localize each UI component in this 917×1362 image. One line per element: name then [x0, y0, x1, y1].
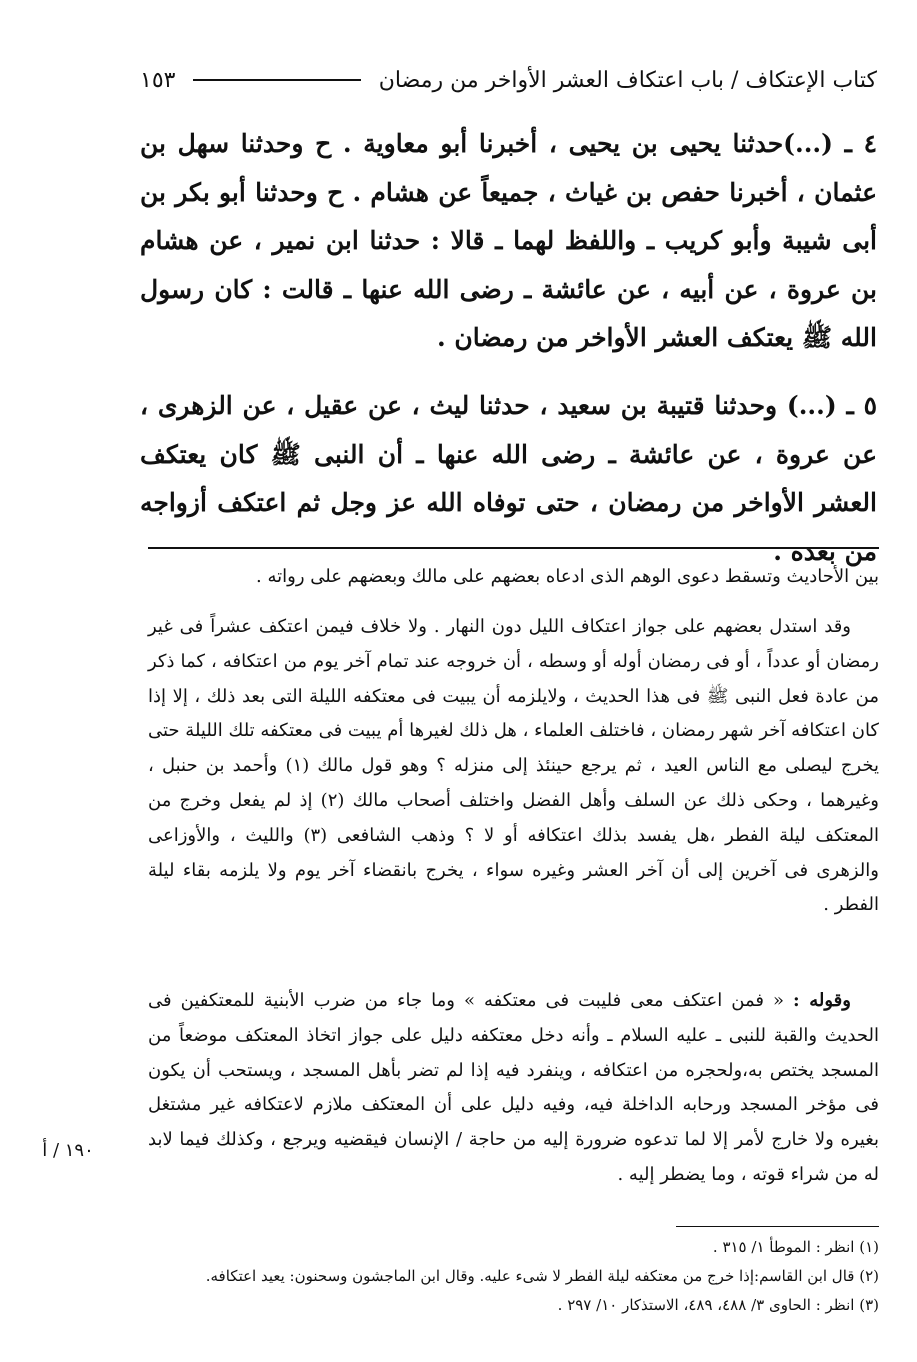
- commentary-paragraph-3-text: « فمن اعتكف معى فليبت فى معتكفه » وما جاء من ضرب الأبنية للمعتكفين فى الحديث والقبة للنبى ـ عليه السلام ـ وأنه دخل معتكفه دليل على جواز اتخاذ المعتكف موضعاً من المسجد يختص به،ولحجره من اعتكافه ، وينفرد فيه إذا لم تضر بأهل المسجد ، ويستحب أن يكون فى مؤخر المسجد ورحابه الداخلة فيه، وفيه دليل على أن المعتكف ملازم لاعتكافه غير مشتغل بغيره ولا خارج لأمر إلا لما تدعوه ضرورة إليه من حاجة / الإنسان فيقضيه ويرجع ، وكذلك فيما لابد له من شراء قوته ، وما يضطر إليه .: [148, 990, 879, 1185]
- chapter-title: كتاب الإعتكاف / باب اعتكاف العشر الأواخر من رمضان: [378, 67, 877, 93]
- hadith-5: ٥ ـ (...) وحدثنا قتيبة بن سعيد ، حدثنا ليث ، عن عقيل ، عن الزهرى ، عن عروة ، عن عائشة ـ رضى الله عنها ـ أن النبى ﷺ كان يعتكف العشر الأواخر من رمضان ، حتى توفاه الله عز وجل ثم اعتكف أزواجه من بعده .: [140, 391, 877, 566]
- footnote-separator: [676, 1226, 879, 1227]
- hadith-4: ٤ ـ (...)حدثنا يحيى بن يحيى ، أخبرنا أبو معاوية . ح وحدثنا سهل بن عثمان ، أخبرنا حفص بن غياث ، جميعاً عن هشام . ح وحدثنا أبو بكر بن أبى شيبة وأبو كريب ـ واللفظ لهما ـ قالا : حدثنا ابن نمير ، عن هشام بن عروة ، عن أبيه ، عن عائشة ـ رضى الله عنها ـ قالت : كان رسول الله ﷺ يعتكف العشر الأواخر من رمضان .: [140, 129, 877, 352]
- footnote-1: (١) انظر : الموطأ ١/ ٣١٥ .: [712, 1238, 879, 1256]
- footnotes: [148, 1233, 879, 1320]
- header-rule: [193, 79, 360, 81]
- commentary-paragraph-2: وقد استدل بعضهم على جواز اعتكاف الليل دون النهار . ولا خلاف فيمن اعتكف عشراً فى غير رمضان أو عدداً ، أو فى رمضان أوله أو وسطه ، أن خروجه عند تمام آخر يوم من اعتكافه ، كما ذكر من عادة فعل النبى ﷺ فى هذا الحديث ، ولايلزمه أن يبيت فى معتكفه الليلة التى بعد ذلك ، إلا إذا كان اعتكافه آخر شهر رمضان ، فاختلف العلماء ، هل ذلك لغيرها أم يبيت فى معتكفه تلك الليلة حتى يخرج ليصلى مع الناس العيد ، ثم يرجع حينئذ إلى منزله ؟ وهو قول مالك (١) وأحمد بن حنبل ، وغيرهما ، وحكى ذلك عن السلف وأهل الفضل واختلف أصحاب مالك (٢) إذ لم يفعل وخرج من المعتكف ليلة الفطر ،هل يفسد بذلك اعتكافه أو لا ؟ وذهب الشافعى (٣) والليث ، والأوزاعى والزهرى فى آخرين إلى أن آخر العشر وغيره سواء ، يخرج بانقضاء آخر يوم ولا يلزمه بقاء ليلة الفطر .: [148, 616, 879, 916]
- commentary-separator: [148, 547, 879, 549]
- commentary-paragraph-1: بين الأحاديث وتسقط دعوى الوهم الذى ادعاه بعضهم على مالك وبعضهم على رواته .: [256, 566, 879, 587]
- footnote-2: (٢) قال ابن القاسم:إذا خرج من معتكفه ليلة الفطر لا شىء عليه. وقال ابن الماجشون وسحنون: يعيد اعتكافه.: [205, 1267, 879, 1285]
- running-header: [140, 60, 877, 100]
- page-number: ١٥٣: [140, 67, 176, 93]
- commentary-keyword: وقوله :: [793, 990, 851, 1011]
- footnote-3: (٣) انظر : الحاوى ٣/ ٤٨٨، ٤٨٩، الاستذكار ١٠/ ٢٩٧ .: [557, 1296, 879, 1314]
- commentary-paragraph-3: [148, 984, 879, 1193]
- manuscript-folio-note: ١٩٠ / أ: [42, 1140, 94, 1161]
